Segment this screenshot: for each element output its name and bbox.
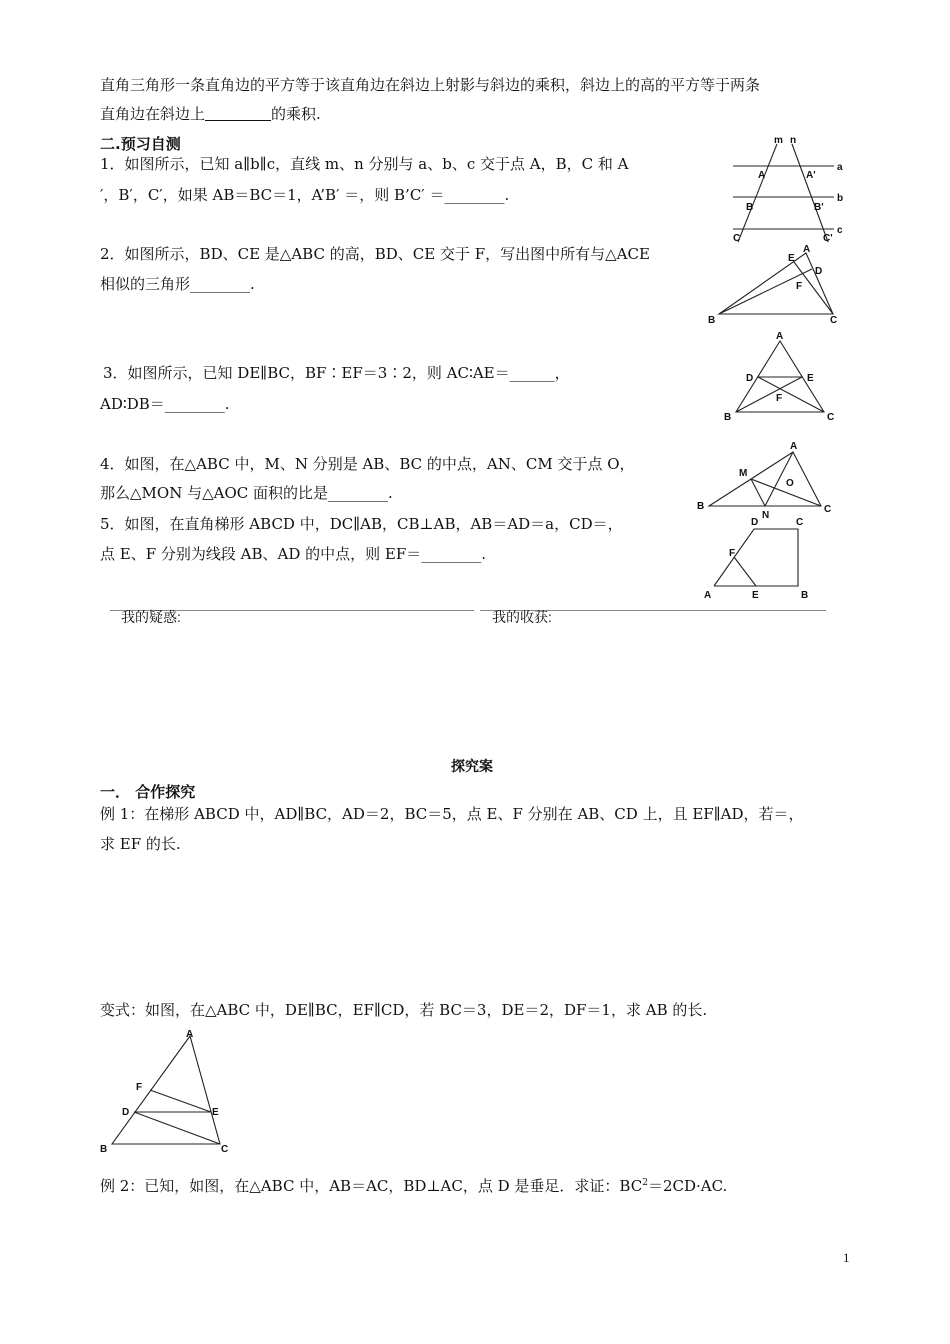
label-C: C bbox=[830, 315, 838, 326]
figure-parallel-DE-BC bbox=[720, 330, 845, 425]
figure-altitudes bbox=[703, 244, 843, 330]
label-C: C bbox=[733, 233, 741, 244]
label-F: F bbox=[796, 281, 803, 292]
trapezoid-ABCD bbox=[714, 529, 798, 586]
label-A: A bbox=[803, 244, 811, 255]
label-c: c bbox=[837, 225, 843, 236]
segment-CD bbox=[134, 1112, 220, 1144]
triangle-ABC bbox=[709, 452, 821, 506]
label-B: B bbox=[801, 590, 809, 601]
line-m bbox=[738, 144, 777, 242]
label-b: b bbox=[837, 193, 844, 204]
question-2-line-2: 相似的三角形________. bbox=[100, 275, 255, 293]
question-2-line-1: 2．如图所示，BD、CE 是△ABC 的高，BD、CE 交于 F，写出图中所有与△ACE bbox=[100, 245, 650, 263]
triangle-ABC bbox=[112, 1036, 220, 1144]
label-A: A bbox=[758, 170, 766, 181]
intro-line-2-text-a: 直角边在斜边上 bbox=[100, 105, 206, 123]
question-1-line-1: 1．如图所示，已知 a∥b∥c，直线 m、n 分别与 a、b、c 交于点 A，B，C 和 A bbox=[100, 155, 629, 173]
question-3-line-1: 3．如图所示，已知 DE∥BC，BF∶EF＝3∶2，则 AC∶AE＝______， bbox=[103, 364, 570, 382]
label-B: B bbox=[746, 202, 754, 213]
label-B: B bbox=[724, 412, 732, 423]
label-E: E bbox=[807, 373, 814, 384]
segment-EF bbox=[150, 1090, 211, 1112]
label-O: O bbox=[786, 478, 794, 489]
label-B: B bbox=[100, 1144, 108, 1155]
variant-text: 变式：如图，在△ABC 中，DE∥BC，EF∥CD，若 BC＝3，DE＝2，DF＝1，求 AB 的长. bbox=[100, 1001, 708, 1019]
label-A: A bbox=[186, 1029, 194, 1040]
gains-label: 我的收获: bbox=[492, 609, 552, 625]
explore-heading: 一． 合作探究 bbox=[100, 783, 196, 801]
triangle-ABC bbox=[719, 253, 833, 314]
example-2-text-a: 例 2：已知，如图，在△ABC 中，AB＝AC，BD⊥AC，点 D 是垂足．求证：BC bbox=[100, 1177, 643, 1195]
example-1-line-1: 例 1：在梯形 ABCD 中，AD∥BC，AD＝2，BC＝5，点 E、F 分别在 AB、CD 上，且 EF∥AD，若＝， bbox=[100, 805, 804, 823]
label-A-prime: A' bbox=[806, 170, 816, 181]
doubts-label: 我的疑惑: bbox=[121, 609, 181, 625]
intro-line-1: 直角三角形一条直角边的平方等于该直角边在斜边上射影与斜边的乘积，斜边上的高的平方等于两条 bbox=[100, 76, 761, 94]
page-number: 1 bbox=[843, 1250, 850, 1265]
label-E: E bbox=[788, 253, 795, 264]
example-2-text-b: ＝2CD·AC. bbox=[647, 1177, 728, 1195]
label-D: D bbox=[122, 1107, 130, 1118]
line-n bbox=[792, 144, 828, 242]
label-A: A bbox=[790, 441, 798, 452]
figure-parallel-lines bbox=[728, 134, 848, 244]
question-4-line-2: 那么△MON 与△AOC 面积的比是________. bbox=[100, 484, 393, 502]
intro-line-2 bbox=[100, 104, 321, 124]
label-M: M bbox=[739, 468, 748, 479]
label-D: D bbox=[815, 266, 823, 277]
explore-title: 探究案 bbox=[451, 759, 493, 775]
label-B: B bbox=[708, 315, 716, 326]
label-m: m bbox=[774, 135, 783, 146]
question-5-line-1: 5．如图，在直角梯形 ABCD 中，DC∥AB，CB⊥AB，AB＝AD＝a，CD＝， bbox=[100, 515, 623, 533]
label-B-prime: B' bbox=[814, 202, 824, 213]
example-2-text bbox=[100, 1173, 727, 1196]
segment-EF bbox=[734, 557, 756, 586]
label-C: C bbox=[824, 504, 832, 515]
figure-variant-triangle bbox=[98, 1028, 238, 1156]
preview-heading: 二.预习自测 bbox=[100, 135, 181, 153]
question-5-line-2: 点 E、F 分别为线段 AB、AD 的中点，则 EF＝________. bbox=[100, 545, 487, 563]
label-E: E bbox=[752, 590, 759, 601]
label-C: C bbox=[796, 517, 804, 528]
intro-answer-blank bbox=[205, 106, 271, 121]
label-F: F bbox=[776, 393, 783, 404]
example-2-superscript: 2 bbox=[642, 1178, 648, 1188]
label-E: E bbox=[212, 1107, 219, 1118]
label-n: n bbox=[790, 135, 797, 146]
intro-line-2-text-b: 的乘积. bbox=[271, 105, 321, 123]
figure-medians bbox=[695, 438, 840, 520]
question-4-line-1: 4．如图，在△ABC 中，M、N 分别是 AB、BC 的中点，AN、CM 交于点 O， bbox=[100, 455, 635, 473]
label-A: A bbox=[776, 331, 784, 342]
label-C: C bbox=[827, 412, 835, 423]
label-B: B bbox=[697, 501, 705, 512]
label-F: F bbox=[136, 1082, 143, 1093]
label-D: D bbox=[751, 517, 759, 528]
label-A: A bbox=[704, 590, 712, 601]
question-3-line-2: AD∶DB＝________. bbox=[100, 395, 230, 413]
label-a: a bbox=[837, 162, 843, 173]
figure-right-trapezoid bbox=[700, 514, 820, 604]
label-C: C bbox=[221, 1144, 229, 1155]
question-1-line-2: ′，B′，C′，如果 AB＝BC＝1，A’B′ ＝，则 B’C′ ＝________. bbox=[100, 186, 510, 204]
label-D: D bbox=[746, 373, 754, 384]
label-N: N bbox=[762, 510, 770, 521]
label-F: F bbox=[729, 548, 736, 559]
label-C-prime: C' bbox=[823, 233, 833, 244]
example-1-line-2: 求 EF 的长. bbox=[100, 835, 181, 853]
